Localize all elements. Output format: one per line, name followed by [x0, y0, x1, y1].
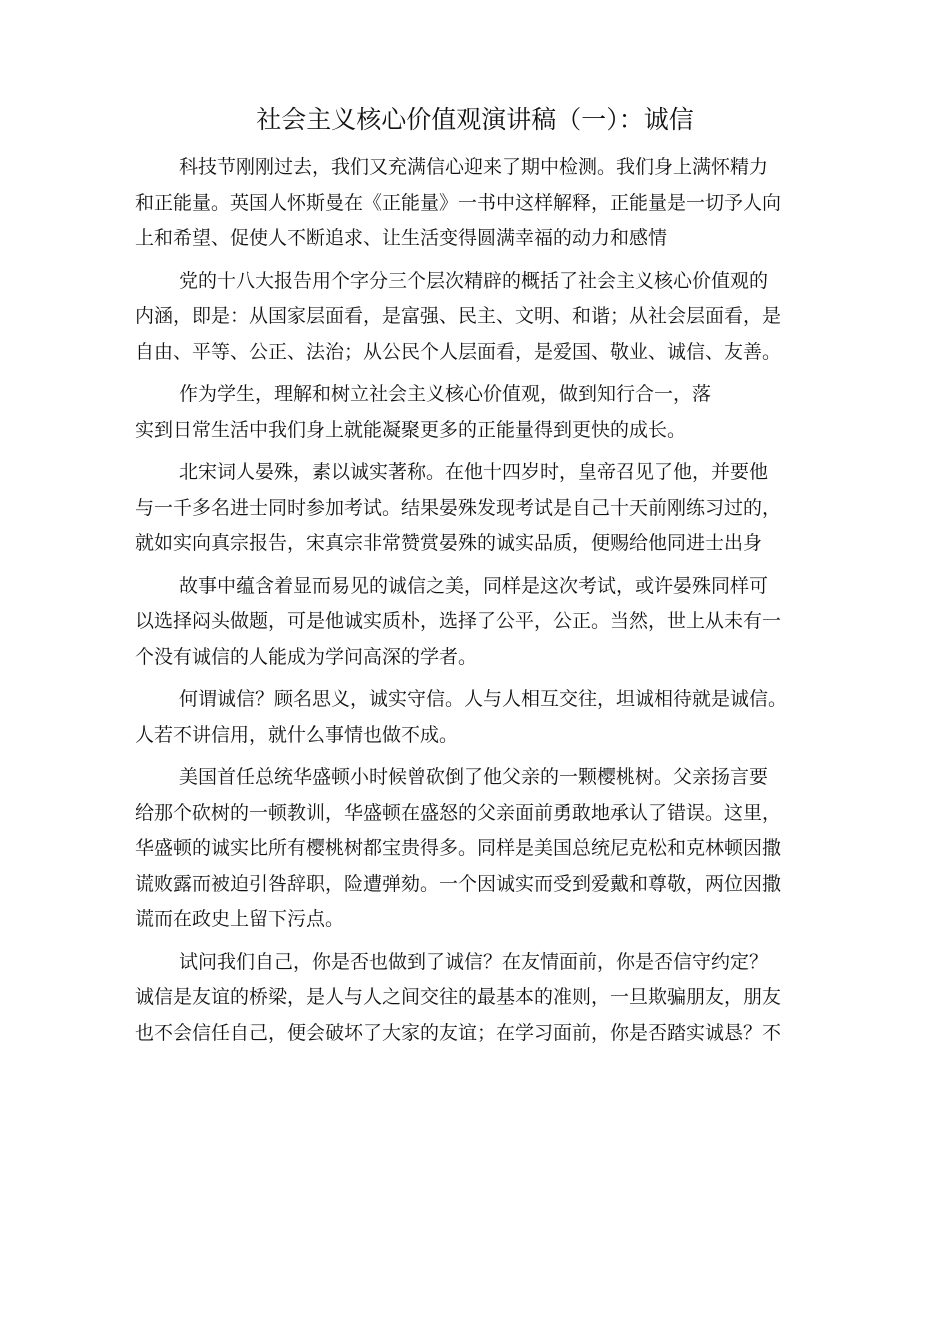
- text-line: 内涵，即是：从国家层面看，是富强、民主、文明、和谐；从社会层面看，是: [135, 305, 782, 327]
- text-line: 以选择闷头做题，可是他诚实质朴，选择了公平，公正。当然，世上从未有一: [135, 610, 782, 632]
- text-line: 自由、平等、公正、法治；从公民个人层面看，是爱国、敬业、诚信、友善。: [135, 340, 782, 363]
- paragraph-1: [135, 150, 825, 257]
- paragraph-3: [135, 377, 825, 448]
- paragraph-7: [135, 760, 825, 938]
- paragraph-8: [135, 945, 825, 1052]
- text-line: 谎而在政史上留下污点。: [135, 908, 345, 930]
- text-line: 就如实向真宗报告，宋真宗非常赞赏晏殊的诚实品质，便赐给他同进士出身: [135, 532, 763, 554]
- paragraph-4: [135, 455, 825, 562]
- text-line: 也不会信任自己，便会破坏了大家的友谊；在学习面前，你是否踏实诚恳？不: [135, 1021, 782, 1044]
- paragraph-2: [135, 264, 825, 371]
- text-line: 党的十八大报告用个字分三个层次精辟的概括了社会主义核心价值观的: [179, 269, 769, 292]
- text-line: 上和希望、促使人不断追求、让生活变得圆满幸福的动力和感情: [135, 227, 668, 249]
- text-line: 故事中蕴含着显而易见的诚信之美，同样是这次考试，或许晏殊同样可: [179, 574, 769, 597]
- text-line: 华盛顿的诚实比所有樱桃树都宝贵得多。同样是美国总统尼克松和克林顿因撒: [135, 837, 782, 859]
- text-line: 与一千多名进士同时参加考试。结果晏殊发现考试是自己十天前刚练习过的，: [135, 496, 782, 519]
- text-line: 谎败露而被迫引咎辞职，险遭弹劾。一个因诚实而受到爱戴和尊敬，两位因撒: [135, 872, 782, 895]
- document-body: [135, 150, 825, 1058]
- document-title: 社会主义核心价值观演讲稿（一）：诚信: [256, 105, 694, 134]
- text-line: 和正能量。英国人怀斯曼在《正能量》一书中这样解释，正能量是一切予人向: [135, 191, 782, 214]
- text-line: 给那个砍树的一顿教训，华盛顿在盛怒的父亲面前勇敢地承认了错误。这里，: [135, 801, 782, 824]
- text-line: 北宋词人晏殊，素以诚实著称。在他十四岁时，皇帝召见了他，并要他: [179, 461, 769, 483]
- text-line: 试问我们自己，你是否也做到了诚信？在友情面前，你是否信守约定？: [179, 950, 769, 973]
- text-line: 作为学生，理解和树立社会主义核心价值观，做到知行合一，落: [179, 383, 712, 405]
- text-line: 何谓诚信？顾名思义，诚实守信。人与人相互交往，坦诚相待就是诚信。: [179, 688, 788, 710]
- text-line: 诚信是友谊的桥梁，是人与人之间交往的最基本的准则，一旦欺骗朋友，朋友: [135, 986, 782, 1008]
- text-line: 科技节刚刚过去，我们又充满信心迎来了期中检测。我们身上满怀精力: [179, 156, 769, 178]
- paragraph-6: [135, 682, 825, 753]
- text-line: 美国首任总统华盛顿小时候曾砍倒了他父亲的一颗樱桃树。父亲扬言要: [179, 766, 769, 788]
- text-line: 实到日常生活中我们身上就能凝聚更多的正能量得到更快的成长。: [135, 418, 687, 441]
- paragraph-5: [135, 569, 825, 676]
- text-line: 人若不讲信用，就什么事情也做不成。: [135, 723, 459, 746]
- text-line: 个没有诚信的人能成为学问高深的学者。: [135, 645, 478, 668]
